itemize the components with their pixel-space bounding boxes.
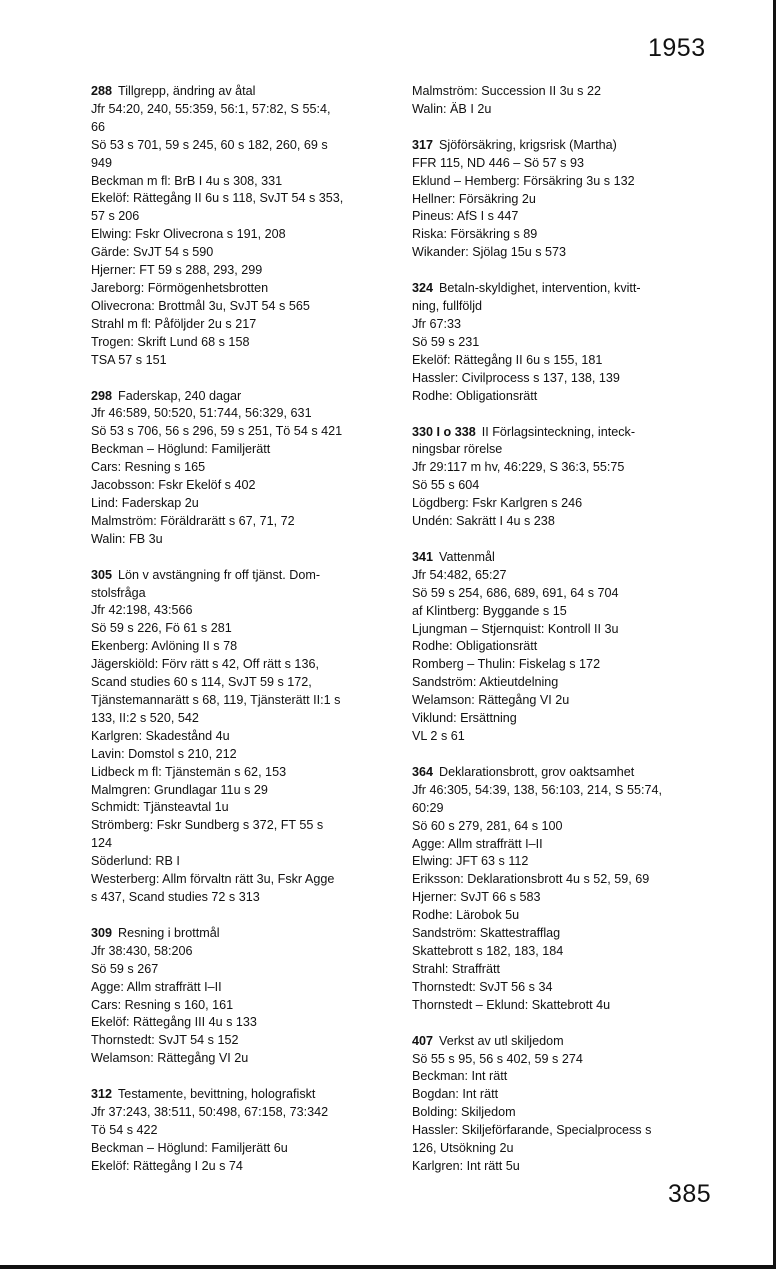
reference-line: Sö 55 s 95, 56 s 402, 59 s 274 xyxy=(412,1051,583,1066)
reference-line: Sandström: Skattestrafflag xyxy=(412,926,561,941)
entry-continuation xyxy=(412,83,718,119)
reference-line: Rodhe: Lärobok 5u xyxy=(412,908,520,923)
reference-line: Eklund – Hemberg: Försäkring 3u s 132 xyxy=(412,173,635,188)
entry-title: Faderskap, 240 dagar xyxy=(118,388,242,403)
reference-line: Bolding: Skiljedom xyxy=(412,1105,516,1120)
reference-line: 133, II:2 s 520, 542 xyxy=(91,710,199,725)
entry-title: Betaln-skyldighet, intervention, kvitt- xyxy=(439,281,641,296)
reference-line: Walin: ÄB I 2u xyxy=(412,101,492,116)
entry-title: Verkst av utl skiljedom xyxy=(439,1033,564,1048)
reference-line: Trogen: Skrift Lund 68 s 158 xyxy=(91,334,250,349)
entry-number: 324 xyxy=(412,281,434,296)
entry-number: 288 xyxy=(91,84,113,98)
entry-298 xyxy=(91,388,399,549)
entry-number: 341 xyxy=(412,549,434,564)
reference-line: Hjerner: SvJT 66 s 583 xyxy=(412,890,541,905)
reference-line: 66 xyxy=(91,119,106,134)
entry-288 xyxy=(91,83,399,370)
reference-line: 60:29 xyxy=(412,800,444,815)
entry-title: Lön v avstängning fr off tjänst. Dom- xyxy=(118,567,321,582)
entry-heading xyxy=(412,137,718,155)
entry-number: 364 xyxy=(412,764,434,779)
reference-line: 124 xyxy=(91,836,113,851)
reference-line: ning, fullföljd xyxy=(412,299,483,314)
reference-line: Ekelöf: Rättegång II 6u s 118, SvJT 54 s 353, xyxy=(91,191,344,206)
reference-line: Ekelöf: Rättegång II 6u s 155, 181 xyxy=(412,352,603,367)
reference-line: Thornstedt: SvJT 54 s 152 xyxy=(91,1033,239,1048)
reference-line: Jacobsson: Fskr Ekelöf s 402 xyxy=(91,478,256,493)
reference-line: Jareborg: Förmögenhetsbrotten xyxy=(91,280,269,295)
reference-line: Beckman – Höglund: Familjerätt 6u xyxy=(91,1140,288,1155)
reference-line: Riska: Försäkring s 89 xyxy=(412,227,538,242)
reference-line: Strahl m fl: Påföljder 2u s 217 xyxy=(91,316,257,331)
reference-line: Gärde: SvJT 54 s 590 xyxy=(91,245,214,260)
entry-heading xyxy=(91,388,399,406)
reference-line: Sandström: Aktieutdelning xyxy=(412,675,559,690)
reference-line: Sö 59 s 254, 686, 689, 691, 64 s 704 xyxy=(412,585,619,600)
reference-line: Malmgren: Grundlagar 11u s 29 xyxy=(91,782,268,797)
reference-line: Strömberg: Fskr Sundberg s 372, FT 55 s xyxy=(91,818,324,833)
reference-line: Jfr 54:20, 240, 55:359, 56:1, 57:82, S 55:4, xyxy=(91,101,331,116)
reference-line: Rodhe: Obligationsrätt xyxy=(412,639,538,654)
reference-line: Malmström: Succession II 3u s 22 xyxy=(412,84,601,98)
reference-line: Elwing: Fskr Olivecrona s 191, 208 xyxy=(91,227,286,242)
entry-heading xyxy=(412,280,718,298)
entry-title: Testamente, bevittning, holografiskt xyxy=(118,1087,316,1102)
entry-heading xyxy=(91,925,399,943)
reference-line: ningsbar rörelse xyxy=(412,442,503,457)
entry-number: 330 I o 338 xyxy=(412,424,476,439)
entry-407 xyxy=(412,1033,718,1176)
entry-heading xyxy=(412,1033,718,1051)
reference-line: Tjänstemannarätt s 68, 119, Tjänsterätt II:1 s xyxy=(91,693,341,707)
reference-line: Hjerner: FT 59 s 288, 293, 299 xyxy=(91,263,263,278)
entry-title: Sjöförsäkring, krigsrisk (Martha) xyxy=(439,137,617,152)
reference-line: Walin: FB 3u xyxy=(91,531,163,546)
reference-line: 57 s 206 xyxy=(91,209,140,224)
reference-line: Cars: Resning s 160, 161 xyxy=(91,997,234,1012)
reference-line: Agge: Allm straffrätt I–II xyxy=(91,979,222,994)
entry-title: Tillgrepp, ändring av åtal xyxy=(118,84,256,98)
entry-title: Vattenmål xyxy=(439,549,495,564)
reference-line: Strahl: Straffrätt xyxy=(412,961,500,976)
entry-heading xyxy=(91,567,399,585)
reference-line: TSA 57 s 151 xyxy=(91,352,167,367)
reference-line: Eriksson: Deklarationsbrott 4u s 52, 59, 69 xyxy=(412,872,650,887)
entry-number: 407 xyxy=(412,1033,434,1048)
reference-line: Viklund: Ersättning xyxy=(412,711,517,726)
reference-line: Welamson: Rättegång VI 2u xyxy=(412,693,570,708)
reference-line: Lidbeck m fl: Tjänstemän s 62, 153 xyxy=(91,764,287,779)
reference-line: Söderlund: RB I xyxy=(91,854,180,869)
reference-line: Welamson: Rättegång VI 2u xyxy=(91,1051,249,1066)
reference-line: Lind: Faderskap 2u xyxy=(91,495,199,510)
reference-line: FFR 115, ND 446 – Sö 57 s 93 xyxy=(412,155,584,170)
entry-364 xyxy=(412,764,718,1015)
left-column xyxy=(91,83,399,1194)
reference-line: Jfr 46:589, 50:520, 51:744, 56:329, 631 xyxy=(91,406,312,421)
reference-line: Beckman: Int rätt xyxy=(412,1069,508,1084)
reference-line: Sö 59 s 267 xyxy=(91,961,159,976)
reference-line: Lögdberg: Fskr Karlgren s 246 xyxy=(412,496,583,511)
reference-line: Beckman – Höglund: Familjerätt xyxy=(91,442,271,457)
reference-line: Thornstedt – Eklund: Skattebrott 4u xyxy=(412,997,611,1012)
page-number: 385 xyxy=(668,1180,712,1208)
reference-line: Ljungman – Stjernquist: Kontroll II 3u xyxy=(412,621,619,636)
entry-title: Resning i brottmål xyxy=(118,925,220,940)
reference-line: Karlgren: Int rätt 5u xyxy=(412,1158,520,1173)
entry-number: 317 xyxy=(412,137,434,152)
entry-heading xyxy=(91,1086,399,1104)
entry-title: II Förlagsinteckning, inteck- xyxy=(481,424,636,439)
reference-line: Westerberg: Allm förvaltn rätt 3u, Fskr Agge xyxy=(91,872,335,887)
right-column xyxy=(412,83,718,1194)
reference-line: Malmström: Föräldrarätt s 67, 71, 72 xyxy=(91,513,295,528)
reference-line: Ekelöf: Rättegång III 4u s 133 xyxy=(91,1015,257,1030)
reference-line: Tö 54 s 422 xyxy=(91,1122,158,1137)
reference-line: Scand studies 60 s 114, SvJT 59 s 172, xyxy=(91,675,312,690)
entry-330-338 xyxy=(412,424,718,531)
reference-line: Jfr 46:305, 54:39, 138, 56:103, 214, S 55:74, xyxy=(412,782,662,797)
reference-line: 126, Utsökning 2u xyxy=(412,1141,514,1156)
reference-line: Wikander: Sjölag 15u s 573 xyxy=(412,245,567,260)
reference-line: VL 2 s 61 xyxy=(412,729,465,743)
reference-line: Ekenberg: Avlöning II s 78 xyxy=(91,639,238,654)
reference-line: Beckman m fl: BrB I 4u s 308, 331 xyxy=(91,173,283,188)
entry-heading xyxy=(412,424,718,442)
reference-line: s 437, Scand studies 72 s 313 xyxy=(91,889,260,904)
reference-line: Schmidt: Tjänsteavtal 1u xyxy=(91,800,229,815)
reference-line: Cars: Resning s 165 xyxy=(91,460,206,475)
reference-line: Rodhe: Obligationsrätt xyxy=(412,388,538,403)
reference-line: Jfr 54:482, 65:27 xyxy=(412,567,507,582)
entry-312 xyxy=(91,1086,399,1176)
reference-line: Undén: Sakrätt I 4u s 238 xyxy=(412,514,555,529)
reference-line: Sö 53 s 706, 56 s 296, 59 s 251, Tö 54 s 421 xyxy=(91,424,343,439)
reference-line: Ekelöf: Rättegång I 2u s 74 xyxy=(91,1158,243,1173)
reference-line: af Klintberg: Byggande s 15 xyxy=(412,603,567,618)
reference-line: Thornstedt: SvJT 56 s 34 xyxy=(412,979,553,994)
entry-heading xyxy=(91,83,399,101)
entry-number: 312 xyxy=(91,1087,113,1102)
reference-line: Hassler: Civilprocess s 137, 138, 139 xyxy=(412,370,620,385)
reference-line: stolsfråga xyxy=(91,585,146,600)
entry-heading xyxy=(412,549,718,567)
entry-heading xyxy=(412,764,718,782)
entry-317 xyxy=(412,137,718,262)
page-year-header: 1953 xyxy=(648,34,706,62)
entry-number: 305 xyxy=(91,567,113,582)
scan-edge-bottom xyxy=(0,1265,776,1269)
reference-line: Lavin: Domstol s 210, 212 xyxy=(91,746,237,761)
reference-line: Jfr 67:33 xyxy=(412,316,462,331)
reference-line: Olivecrona: Brottmål 3u, SvJT 54 s 565 xyxy=(91,298,310,313)
entry-number: 298 xyxy=(91,388,113,403)
reference-line: Sö 60 s 279, 281, 64 s 100 xyxy=(412,818,563,833)
reference-line: Jfr 29:117 m hv, 46:229, S 36:3, 55:75 xyxy=(412,460,625,475)
reference-line: Hassler: Skiljeförfarande, Specialprocess s xyxy=(412,1123,652,1138)
reference-line: Jfr 42:198, 43:566 xyxy=(91,603,193,618)
reference-line: Jfr 37:243, 38:511, 50:498, 67:158, 73:342 xyxy=(91,1105,329,1120)
reference-line: Bogdan: Int rätt xyxy=(412,1087,499,1102)
reference-line: Skattebrott s 182, 183, 184 xyxy=(412,943,564,958)
reference-line: Jfr 38:430, 58:206 xyxy=(91,943,193,958)
reference-line: Sö 53 s 701, 59 s 245, 60 s 182, 260, 69 s xyxy=(91,137,328,152)
entry-341 xyxy=(412,549,718,746)
reference-line: Elwing: JFT 63 s 112 xyxy=(412,854,529,869)
reference-line: Jägerskiöld: Förv rätt s 42, Off rätt s 136, xyxy=(91,657,319,672)
entry-324 xyxy=(412,280,718,405)
entry-309 xyxy=(91,925,399,1068)
entry-305 xyxy=(91,567,399,907)
reference-line: Romberg – Thulin: Fiskelag s 172 xyxy=(412,657,601,672)
reference-line: Karlgren: Skadestånd 4u xyxy=(91,728,230,743)
reference-line: Pineus: AfS I s 447 xyxy=(412,209,519,224)
entry-title: Deklarationsbrott, grov oaktsamhet xyxy=(439,764,635,779)
reference-line: 949 xyxy=(91,155,113,170)
reference-line: Sö 55 s 604 xyxy=(412,478,480,493)
reference-line: Sö 59 s 231 xyxy=(412,334,480,349)
entry-number: 309 xyxy=(91,925,113,940)
reference-line: Agge: Allm straffrätt I–II xyxy=(412,836,543,851)
reference-line: Hellner: Försäkring 2u xyxy=(412,191,536,206)
reference-line: Sö 59 s 226, Fö 61 s 281 xyxy=(91,621,232,636)
